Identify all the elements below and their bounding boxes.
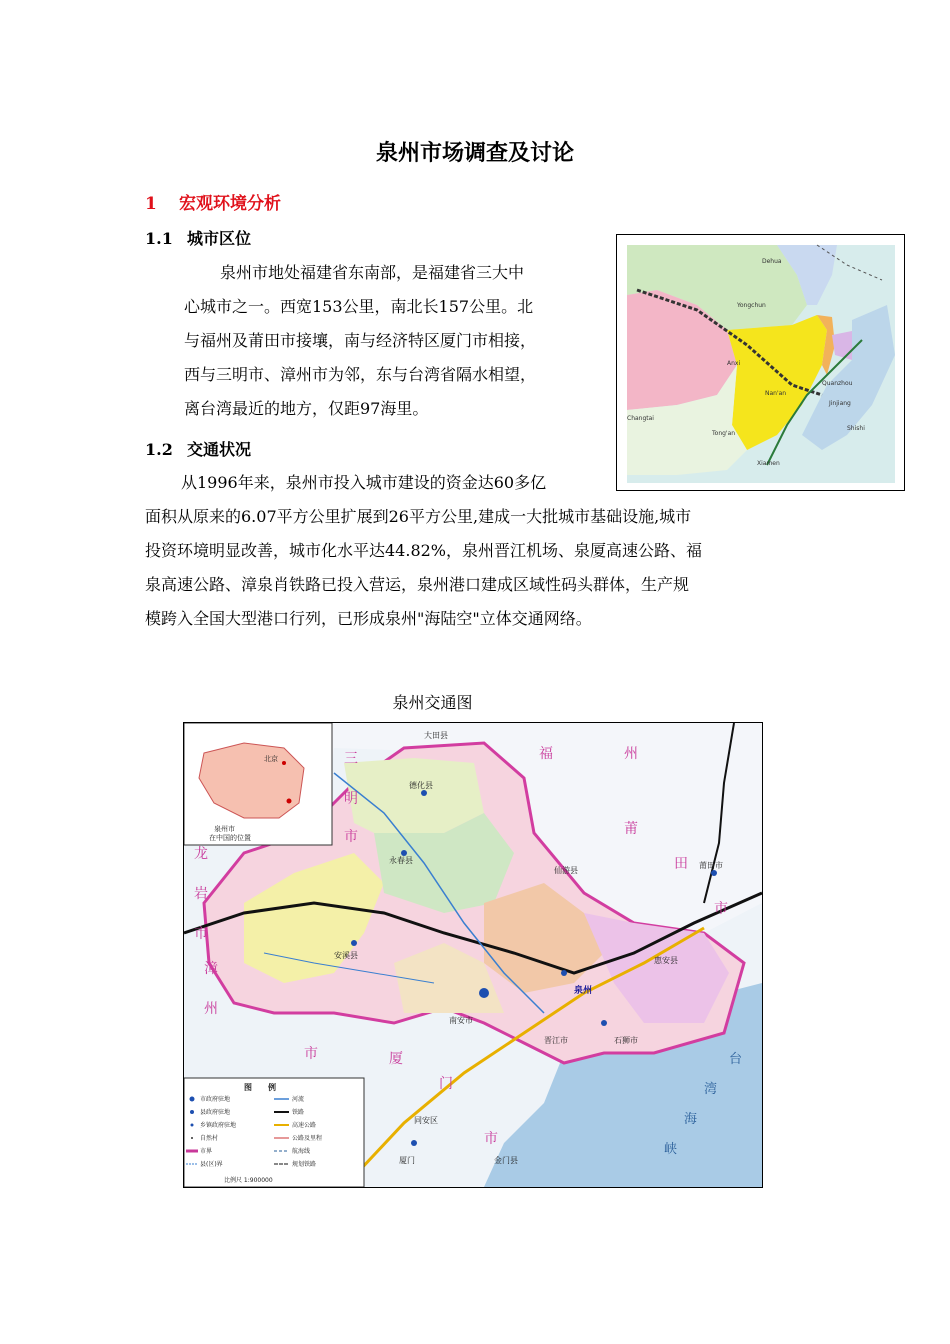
- svg-text:厦: 厦: [389, 1051, 403, 1067]
- svg-text:安溪县: 安溪县: [334, 951, 358, 960]
- svg-text:航海线: 航海线: [292, 1148, 311, 1155]
- svg-text:高速公路: 高速公路: [292, 1122, 317, 1129]
- location-paragraph: [184, 256, 536, 426]
- svg-text:市: 市: [194, 926, 208, 942]
- paragraph-line: 心城市之一。西宽153公里，南北长157公里。北: [184, 297, 534, 316]
- paragraph-line: 西与三明市、漳州市为邻，东与台湾省隔水相望，: [184, 365, 537, 384]
- svg-text:乡镇政府驻地: 乡镇政府驻地: [200, 1122, 237, 1129]
- svg-text:湾: 湾: [704, 1082, 718, 1097]
- svg-text:海: 海: [684, 1112, 698, 1127]
- paragraph-line: 面积从原来的6.07平方公里扩展到26平方公里,建成一大批城市基础设施,城市: [145, 507, 692, 526]
- svg-text:同安区: 同安区: [414, 1116, 438, 1125]
- svg-text:州: 州: [624, 746, 638, 762]
- svg-text:公路及里程: 公路及里程: [292, 1135, 323, 1142]
- svg-text:门: 门: [439, 1076, 453, 1092]
- svg-text:岩: 岩: [194, 886, 208, 902]
- svg-text:图 例: 图 例: [244, 1083, 276, 1092]
- paragraph-line: 与福州及莆田市接壤，南与经济特区厦门市相接，: [184, 331, 537, 350]
- section-1-heading: [145, 189, 281, 214]
- paragraph-line: 离台湾最近的地方，仅距97海里。: [184, 399, 429, 418]
- svg-text:大田县: 大田县: [424, 731, 448, 740]
- svg-text:明: 明: [344, 791, 358, 807]
- section-title: 宏观环境分析: [179, 194, 281, 214]
- svg-text:Xiamen: Xiamen: [757, 460, 780, 467]
- svg-text:州: 州: [204, 1001, 218, 1017]
- paragraph-line: 从1996年来，泉州市投入城市建设的资金达60多亿: [181, 473, 547, 492]
- svg-text:石狮市: 石狮市: [614, 1036, 638, 1045]
- region-map-image: [616, 234, 905, 491]
- svg-text:三: 三: [344, 751, 358, 767]
- svg-text:Shishi: Shishi: [847, 425, 865, 432]
- svg-text:规划铁路: 规划铁路: [292, 1161, 317, 1168]
- svg-text:比例尺 1:900000: 比例尺 1:900000: [224, 1177, 273, 1184]
- svg-text:厦门: 厦门: [399, 1156, 415, 1165]
- svg-text:莆: 莆: [624, 821, 638, 837]
- svg-text:市: 市: [484, 1131, 498, 1147]
- svg-text:莆田市: 莆田市: [699, 861, 723, 870]
- svg-text:Quanzhou: Quanzhou: [822, 380, 853, 387]
- svg-text:永春县: 永春县: [389, 856, 413, 865]
- map-caption: 泉州交通图: [392, 693, 473, 712]
- svg-text:峡: 峡: [664, 1142, 678, 1157]
- svg-text:惠安县: 惠安县: [654, 956, 678, 965]
- svg-text:Nan'an: Nan'an: [765, 390, 787, 397]
- section-number: 1: [145, 194, 157, 214]
- paragraph-line: 模跨入全国大型港口行列，已形成泉州"海陆空"立体交通网络。: [145, 609, 592, 628]
- section-title: 交通状况: [187, 440, 252, 459]
- svg-text:北京: 北京: [264, 755, 278, 763]
- svg-text:Dehua: Dehua: [762, 258, 782, 265]
- svg-text:田: 田: [674, 856, 688, 872]
- svg-text:县政府驻地: 县政府驻地: [200, 1109, 231, 1116]
- paragraph-line: 泉州市地处福建省东南部，是福建省三大中: [220, 263, 525, 282]
- svg-text:福: 福: [539, 746, 553, 762]
- section-title: 城市区位: [187, 229, 252, 248]
- section-1-1-heading: [145, 226, 251, 249]
- svg-text:仙游县: 仙游县: [554, 866, 578, 875]
- svg-text:Tong'an: Tong'an: [712, 430, 736, 437]
- section-number: 1.1: [145, 229, 173, 248]
- svg-text:德化县: 德化县: [409, 781, 433, 790]
- svg-text:Anxi: Anxi: [727, 360, 741, 367]
- paragraph-line: 投资环境明显改善，城市化水平达44.82%，泉州晋江机场、泉厦高速公路、福: [145, 541, 703, 560]
- svg-text:铁路: 铁路: [292, 1109, 305, 1116]
- document-title: 泉州市场调查及讨论: [375, 140, 574, 166]
- svg-text:龙: 龙: [194, 846, 208, 862]
- svg-text:自然村: 自然村: [200, 1135, 219, 1142]
- section-1-2-heading: [145, 437, 251, 460]
- svg-text:Yongchun: Yongchun: [737, 302, 766, 309]
- svg-text:市: 市: [304, 1046, 318, 1062]
- svg-text:河流: 河流: [292, 1096, 305, 1103]
- svg-text:漳: 漳: [204, 961, 218, 977]
- svg-text:Changtai: Changtai: [627, 415, 654, 422]
- svg-text:市政府驻地: 市政府驻地: [200, 1096, 231, 1103]
- section-number: 1.2: [145, 440, 173, 459]
- svg-text:市: 市: [714, 901, 728, 917]
- svg-text:台: 台: [729, 1052, 743, 1067]
- svg-text:泉州市: 泉州市: [214, 825, 235, 833]
- svg-text:市: 市: [344, 829, 358, 845]
- traffic-map-graphic: [184, 723, 762, 1187]
- svg-text:Jinjiang: Jinjiang: [829, 400, 851, 407]
- svg-text:南安市: 南安市: [449, 1016, 473, 1025]
- svg-text:在中国的位置: 在中国的位置: [209, 834, 251, 842]
- svg-text:晋江市: 晋江市: [544, 1036, 568, 1045]
- region-map-graphic: [617, 235, 904, 490]
- svg-text:县(区)界: 县(区)界: [200, 1161, 223, 1168]
- svg-text:市界: 市界: [200, 1148, 213, 1155]
- paragraph-line: 泉高速公路、漳泉肖铁路已投入营运，泉州港口建成区域性码头群体，生产规: [145, 575, 690, 594]
- svg-text:金门县: 金门县: [494, 1156, 518, 1165]
- traffic-map-image: [183, 722, 763, 1188]
- svg-text:泉州: 泉州: [574, 986, 593, 996]
